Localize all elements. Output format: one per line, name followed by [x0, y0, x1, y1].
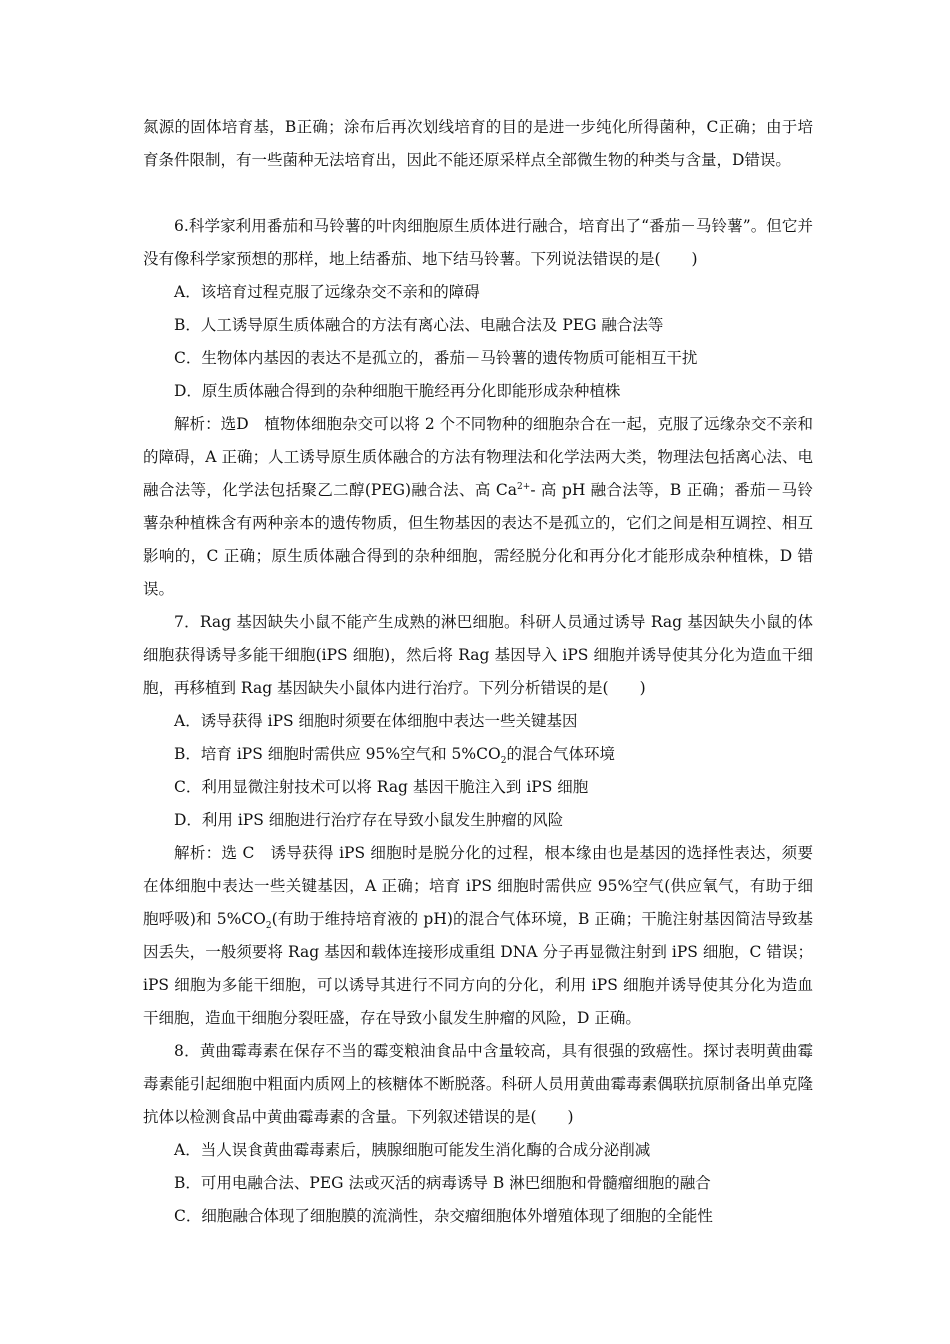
analysis-text: (有助于维持培育液的 pH)的混合气体环境，B 正确；干脆注射基因简洁导致基因丢失，一般须要将 Rag 基因和载体连接形成重组 DNA 分子再显微注射到 iPS 细胞，C 错误；iPS 细胞为多能干细胞，可以诱导其进行不同方向的分化，利用 iPS 细胞并诱导使其分化为造血干细胞，造血干细胞分裂旺盛，存在导致小鼠发生肿瘤的风险，D 正确。 [143, 910, 813, 1027]
question-6-option-d: D．原生质体融合得到的杂种细胞干脆经再分化即能形成杂种植株 [174, 382, 621, 400]
question-7-option-b [174, 738, 814, 771]
subscript: 2 [500, 756, 507, 767]
question-8-stem: 8．黄曲霉毒素在保存不当的霉变粮油食品中含量较高，具有很强的致癌性。探讨表明黄曲霉毒素能引起细胞中粗面内质网上的核糖体不断脱落。科研人员用黄曲霉毒素偶联抗原制备出单克隆抗体以检测食品中黄曲霉毒素的含量。下列叙述错误的是( ) [143, 1042, 813, 1126]
question-6-stem: 6.科学家利用番茄和马铃薯的叶肉细胞原生质体进行融合，培育出了“番茄－马铃薯”。但它并没有像科学家预想的那样，地上结番茄、地下结马铃薯。下列说法错误的是( ) [143, 217, 813, 268]
question-7-stem: 7．Rag 基因缺失小鼠不能产生成熟的淋巴细胞。科研人员通过诱导 Rag 基因缺失小鼠的体细胞获得诱导多能干细胞(iPS 细胞)，然后将 Rag 基因导入 iPS 细胞并诱导使其分化为造血干细胞，再移植到 Rag 基因缺失小鼠体内进行治疗。下列分析错误的是( ) [143, 613, 813, 697]
analysis-text: - 高 pH 融合法等，B 正确；番茄－马铃薯杂种植株含有两种亲本的遗传物质，但生物基因的表达不是孤立的，它们之间是相互调控、相互影响的，C 正确；原生质体融合得到的杂种细胞，需经脱分化和再分化才能形成杂种植株，D 错误。 [143, 481, 814, 598]
question-6-option-b: B．人工诱导原生质体融合的方法有离心法、电融合法及 PEG 融合法等 [174, 316, 664, 334]
question-6-analysis [143, 408, 813, 606]
question-7-option-c: C．利用显微注射技术可以将 Rag 基因干脆注入到 iPS 细胞 [174, 778, 589, 796]
option-text: 的混合气体环境 [506, 745, 615, 763]
prev-explanation: 氮源的固体培育基，B正确；涂布后再次划线培育的目的是进一步纯化所得菌种，C正确；由于培育条件限制，有一些菌种无法培育出，因此不能还原采样点全部微生物的种类与含量，D错误。 [143, 118, 813, 169]
subscript: 2 [265, 921, 272, 932]
question-8-option-c: C．细胞融合体现了细胞膜的流淌性，杂交瘤细胞体外增殖体现了细胞的全能性 [174, 1207, 713, 1225]
analysis-text: 解析：选D 植物体细胞杂交可以将 2 个不同物种的细胞杂合在一起，克服了远缘杂交不亲和的障碍，A 正确；人工诱导原生质体融合的方法有物理法和化学法两大类，物理法包括离心法、电融合法等，化学法包括聚乙二醇(PEG)融合法、高 Ca [143, 415, 813, 499]
question-7-option-d: D．利用 iPS 细胞进行治疗存在导致小鼠发生肿瘤的风险 [174, 811, 564, 829]
question-8-option-b: B．可用电融合法、PEG 法或灭活的病毒诱导 B 淋巴细胞和骨髓瘤细胞的融合 [174, 1174, 711, 1192]
question-6-option-a: A．该培育过程克服了远缘杂交不亲和的障碍 [174, 283, 480, 301]
question-8-option-a: A．当人误食黄曲霉毒素后，胰腺细胞可能发生消化酶的合成分泌削减 [174, 1141, 651, 1159]
option-text: B．培育 iPS 细胞时需供应 95%空气和 5%CO [174, 745, 501, 763]
question-6-option-c: C．生物体内基因的表达不是孤立的，番茄－马铃薯的遗传物质可能相互干扰 [174, 349, 698, 367]
superscript: 2+ [517, 481, 531, 492]
question-7-option-a: A．诱导获得 iPS 细胞时须要在体细胞中表达一些关键基因 [174, 712, 578, 730]
analysis-text: 解析：选 C 诱导获得 iPS 细胞时是脱分化的过程，根本缘由也是基因的选择性表达，须要在体细胞中表达一些关键基因，A 正确；培育 iPS 细胞时需供应 95%空气(供应氧气，有助于细胞呼吸)和 5%CO [143, 844, 813, 928]
question-7-analysis [143, 837, 813, 1035]
